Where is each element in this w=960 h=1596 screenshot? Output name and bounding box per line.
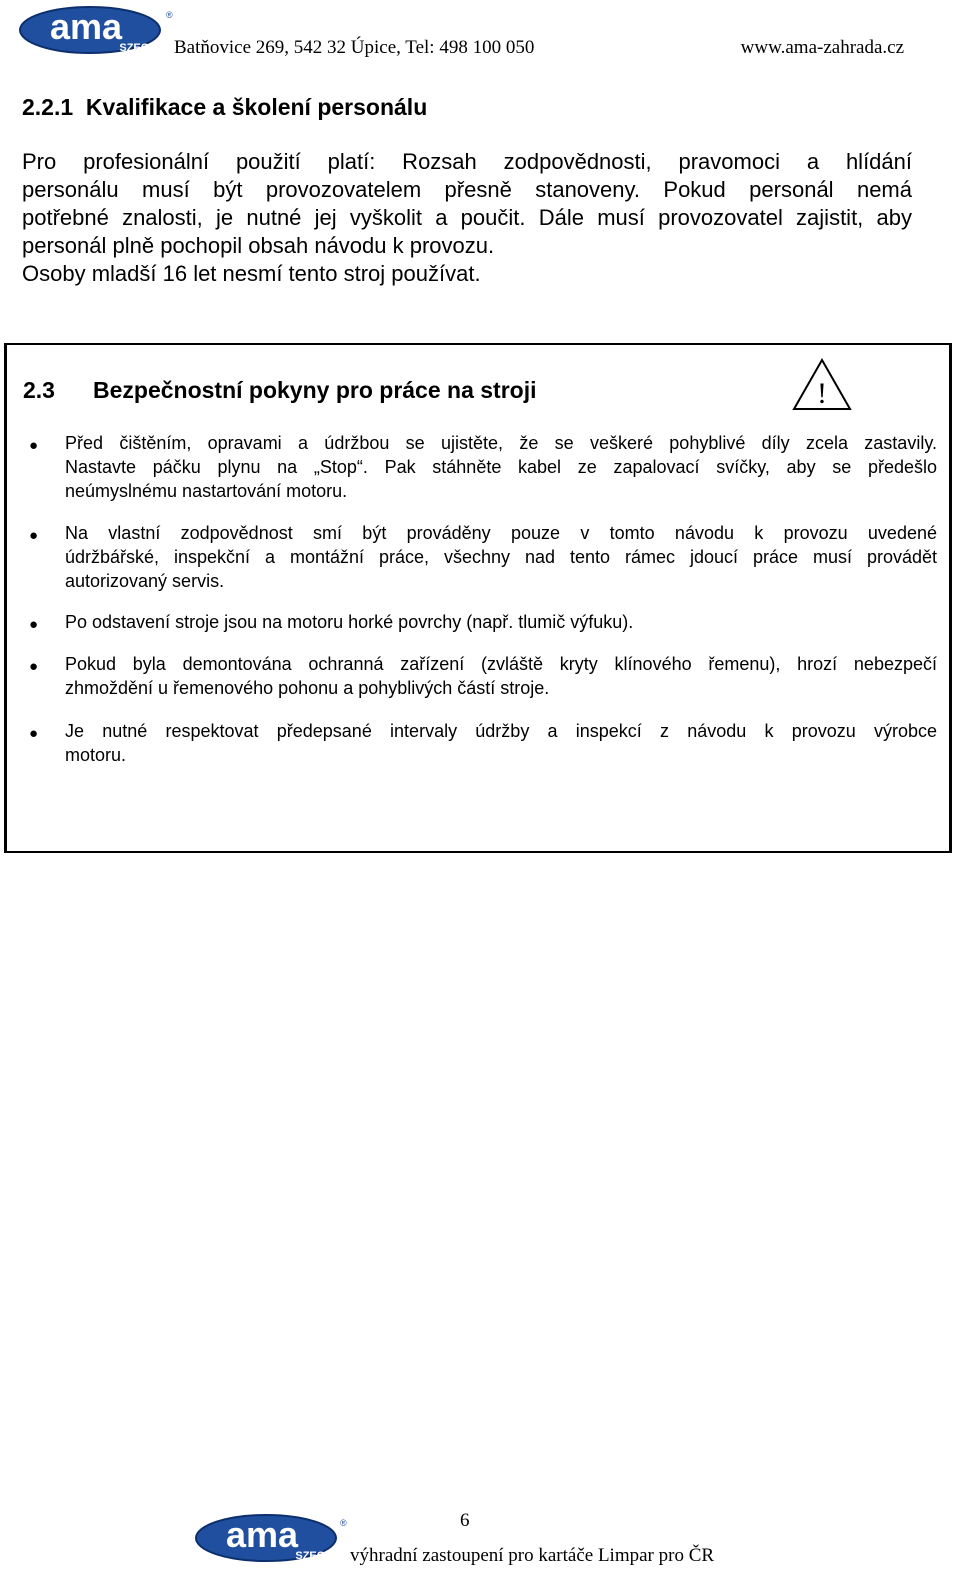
header-website: www.ama-zahrada.cz [740, 37, 904, 58]
footer-logo-text: ama [225, 1514, 299, 1555]
text-line: Nastavte páčku plynu na „Stop“. Pak stáhněte kabel ze zapalovací svíčky, aby se předešlo [65, 457, 937, 477]
footer-logo-subtext: SZECH [295, 1550, 333, 1562]
warning-triangle-icon [791, 357, 853, 413]
text-line: Pro profesionální použití platí: Rozsah zodpovědnosti, pravomoci a hlídání [22, 149, 912, 174]
svg-text:®: ® [340, 1518, 347, 1528]
bullet-icon: ● [29, 527, 39, 544]
header-address: Batňovice 269, 542 32 Úpice, Tel: 498 100 050 [174, 37, 535, 58]
bullet-icon: ● [29, 725, 39, 742]
section-heading-221: 2.2.1 Kvalifikace a školení personálu [22, 94, 428, 120]
text-line: neúmyslnému nastartování motoru. [65, 481, 348, 501]
section-221-body [22, 148, 912, 288]
header-logo-subtext: SZECH [119, 42, 157, 54]
text-line: údržbářské, inspekční a montážní práce, všechny nad tento rámec jdoucí práce musí provádět [65, 547, 937, 567]
text-line: motoru. [65, 745, 127, 765]
footer-note: výhradní zastoupení pro kartáče Limpar pro ČR [350, 1545, 715, 1566]
text-line: autorizovaný servis. [65, 571, 225, 591]
page-number: 6 [460, 1510, 470, 1531]
svg-text:®: ® [166, 10, 173, 20]
text-line: potřebné znalosti, je nutné jej vyškolit a poučit. Dále musí provozovatel zajistit, aby [22, 205, 912, 230]
text-line: Po odstavení stroje jsou na motoru horké povrchy (např. tlumič výfuku). [65, 612, 634, 632]
text-line: zhmoždění u řemenového pohonu a pohyblivých částí stroje. [65, 678, 550, 698]
header-logo [18, 4, 173, 54]
text-line: Před čištěním, opravami a údržbou se ujistěte, že se veškeré pohyblivé díly zcela zastavily. [65, 433, 937, 453]
section-number-23: 2.3 [23, 377, 55, 403]
text-line: Na vlastní zodpovědnost smí být prováděny pouze v tomto návodu k provozu uvedené [65, 523, 937, 543]
section-heading-23: Bezpečnostní pokyny pro práce na stroji [93, 377, 537, 403]
text-line: personálu musí být provozovatelem přesně stanoveny. Pokud personál nemá [22, 177, 912, 202]
svg-text:!: ! [817, 377, 827, 410]
text-line: personál plně pochopil obsah návodu k provozu. [22, 233, 495, 258]
bullet-icon: ● [29, 658, 39, 675]
bullet-icon: ● [29, 616, 39, 633]
text-line: Je nutné respektovat předepsané intervaly údržby a inspekcí z návodu k provozu výrobce [65, 721, 937, 741]
text-line: Pokud byla demontována ochranná zařízení (zvláště kryty klínového řemenu), hrozí nebezpečí [65, 654, 937, 674]
header-logo-text: ama [49, 6, 123, 47]
footer-logo [194, 1512, 346, 1562]
bullet-icon: ● [29, 437, 39, 454]
safety-box [4, 343, 952, 853]
text-line: Osoby mladší 16 let nesmí tento stroj používat. [22, 261, 481, 286]
